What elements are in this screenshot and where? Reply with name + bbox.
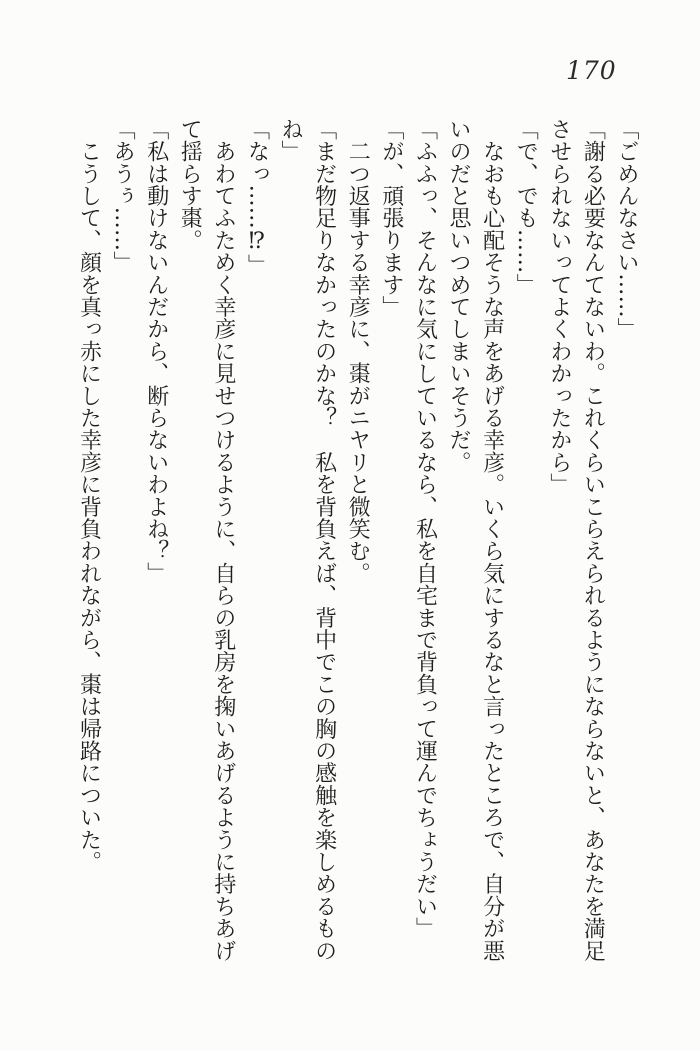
text-column: こうして、顔を真っ赤にした幸彦に背負われながら、棗は帰路についた。 bbox=[76, 118, 102, 873]
text-column: 「ごめんなさい……」 bbox=[614, 118, 639, 340]
text-column: 「まだ物足りなかったのかな？ 私を背負えば、背中でこの胸の感触を楽しめるもの bbox=[311, 118, 337, 962]
text-column: いのだと思いつめてしまいそうだ。 bbox=[446, 118, 472, 474]
text-column: ね」 bbox=[278, 118, 304, 163]
body-text bbox=[77, 118, 639, 960]
text-column: あわてふためく幸彦に見せつけるように、自らの乳房を掬いあげるように持ちあげ bbox=[210, 118, 236, 962]
text-column: て揺らす棗。 bbox=[177, 118, 203, 252]
text-column: なおも心配そうな声をあげる幸彦。いくら気にするなと言ったところで、自分が悪 bbox=[479, 118, 505, 962]
page-number: 170 bbox=[566, 56, 617, 85]
text-column: 「謝る必要なんてないわ。これくらいこらえられるようにならないと、あなたを満足 bbox=[580, 118, 606, 962]
text-column: 「なっ……⁉」 bbox=[244, 118, 270, 277]
text-column: 「あうぅ……」 bbox=[110, 118, 136, 274]
text-column: させられないってよくわかったから」 bbox=[546, 118, 572, 496]
text-column: 「私は動けないんだから、断らないわよね？」 bbox=[143, 118, 169, 585]
text-column: 「で、でも……」 bbox=[513, 118, 539, 296]
text-column: 二つ返事する幸彦に、棗がニヤリと微笑む。 bbox=[345, 118, 371, 585]
text-column: 「ふふっ、そんなに気にしているなら、私を自宅まで背負って運んでちょうだい」 bbox=[412, 118, 438, 940]
text-column: 「が、頑張ります」 bbox=[378, 118, 404, 318]
